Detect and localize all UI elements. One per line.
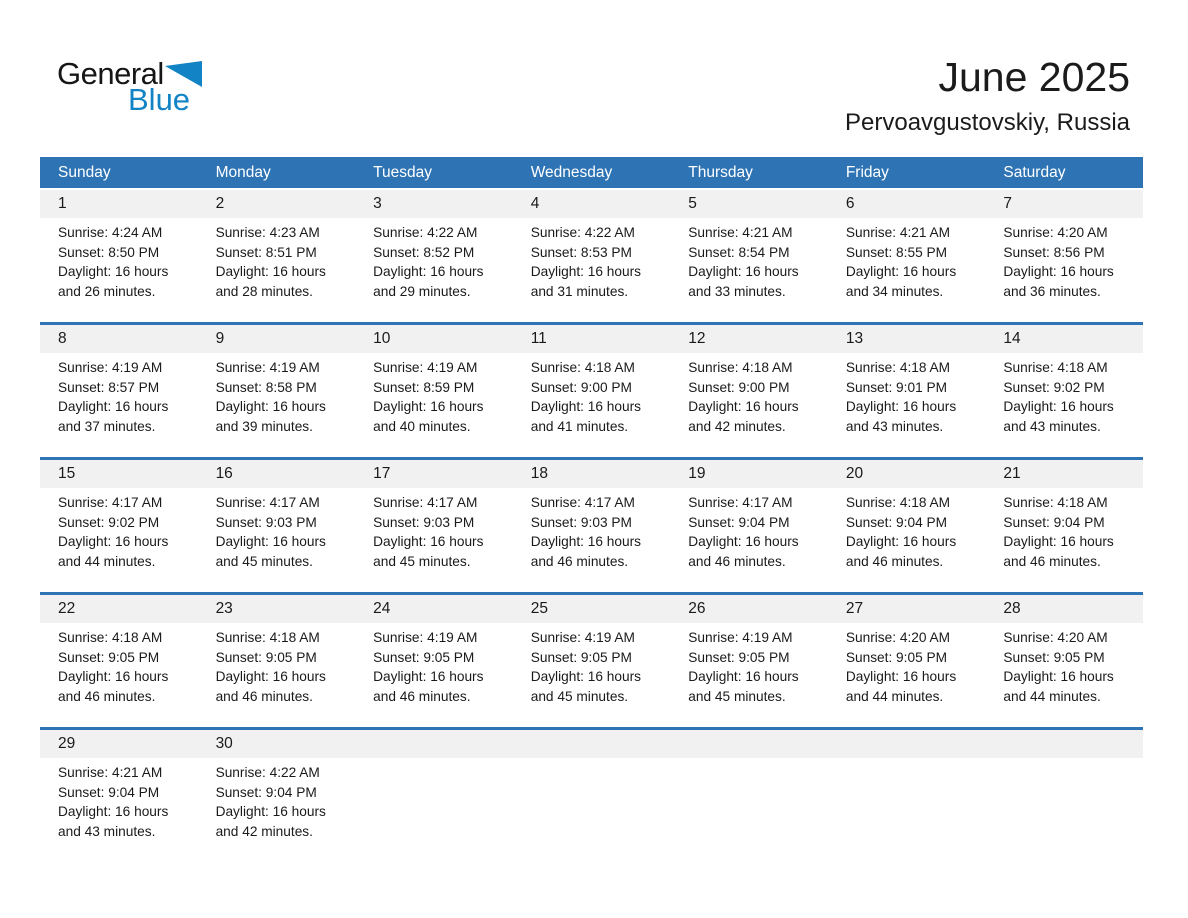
daylight-text-line2: and 44 minutes. bbox=[58, 553, 156, 569]
daylight-text-line1: Daylight: 16 hours bbox=[845, 399, 957, 415]
daylight-text-line2: and 34 minutes. bbox=[845, 283, 944, 299]
sunset-text: Sunset: 9:02 PM bbox=[1003, 379, 1105, 395]
day-number: 19 bbox=[670, 460, 828, 488]
day-details bbox=[355, 353, 513, 457]
sunset-text: Sunset: 9:02 PM bbox=[58, 514, 160, 530]
day-details bbox=[198, 353, 356, 457]
day-number bbox=[670, 730, 828, 758]
sunset-text: Sunset: 8:54 PM bbox=[688, 244, 790, 260]
day-details bbox=[670, 353, 828, 457]
daylight-text-line2: and 46 minutes. bbox=[1003, 553, 1101, 569]
sunrise-text: Sunrise: 4:18 AM bbox=[58, 630, 163, 645]
daylight-text-line1: Daylight: 16 hours bbox=[1003, 264, 1114, 280]
day-cell bbox=[40, 190, 198, 322]
day-cell bbox=[40, 730, 198, 862]
sunset-text: Sunset: 8:55 PM bbox=[845, 244, 948, 260]
daylight-text-line1: Daylight: 16 hours bbox=[373, 264, 484, 280]
day-details bbox=[513, 623, 671, 727]
daylight-text-line1: Daylight: 16 hours bbox=[688, 264, 799, 280]
sunset-text: Sunset: 9:01 PM bbox=[845, 379, 948, 395]
header-titles bbox=[845, 55, 1130, 137]
daylight-text-line1: Daylight: 16 hours bbox=[58, 264, 169, 280]
week-row bbox=[40, 592, 1143, 727]
day-cell bbox=[670, 325, 828, 457]
sunset-text: Sunset: 8:58 PM bbox=[215, 379, 317, 395]
day-cell bbox=[670, 460, 828, 592]
sunrise-text: Sunrise: 4:22 AM bbox=[215, 765, 320, 780]
day-details bbox=[198, 623, 356, 727]
day-cell bbox=[828, 595, 986, 727]
day-cell bbox=[198, 595, 356, 727]
daylight-text-line1: Daylight: 16 hours bbox=[58, 669, 169, 685]
day-details bbox=[355, 218, 513, 322]
daylight-text-line2: and 40 minutes. bbox=[373, 418, 471, 434]
daylight-text-line2: and 45 minutes. bbox=[688, 688, 786, 704]
daylight-text-line1: Daylight: 16 hours bbox=[845, 669, 957, 685]
sunset-text: Sunset: 9:05 PM bbox=[688, 649, 790, 665]
day-details bbox=[828, 758, 986, 862]
sunset-text: Sunset: 9:03 PM bbox=[530, 514, 632, 530]
day-details bbox=[198, 218, 356, 322]
daylight-text-line2: and 44 minutes. bbox=[1003, 688, 1101, 704]
day-cell bbox=[198, 325, 356, 457]
sunrise-text: Sunrise: 4:21 AM bbox=[845, 225, 951, 240]
daylight-text-line1: Daylight: 16 hours bbox=[215, 534, 326, 550]
day-details bbox=[828, 623, 986, 727]
day-number bbox=[513, 730, 671, 758]
daylight-text-line1: Daylight: 16 hours bbox=[373, 534, 484, 550]
daylight-text-line2: and 43 minutes. bbox=[58, 823, 156, 839]
daylight-text-line1: Daylight: 16 hours bbox=[215, 804, 326, 820]
sunset-text: Sunset: 9:00 PM bbox=[688, 379, 790, 395]
day-details bbox=[670, 758, 828, 862]
day-details bbox=[828, 218, 986, 322]
sunrise-text: Sunrise: 4:18 AM bbox=[1003, 360, 1108, 375]
day-cell bbox=[985, 190, 1143, 322]
day-number: 24 bbox=[355, 595, 513, 623]
daylight-text-line1: Daylight: 16 hours bbox=[215, 669, 326, 685]
sunrise-text: Sunrise: 4:18 AM bbox=[845, 495, 951, 510]
day-cell bbox=[355, 595, 513, 727]
day-number: 25 bbox=[513, 595, 671, 623]
day-cell bbox=[670, 595, 828, 727]
sunset-text: Sunset: 9:05 PM bbox=[1003, 649, 1105, 665]
day-number: 28 bbox=[985, 595, 1143, 623]
daylight-text-line1: Daylight: 16 hours bbox=[1003, 534, 1114, 550]
sunrise-text: Sunrise: 4:19 AM bbox=[373, 360, 478, 375]
daylight-text-line2: and 43 minutes. bbox=[845, 418, 944, 434]
sunrise-text: Sunrise: 4:18 AM bbox=[845, 360, 951, 375]
daylight-text-line1: Daylight: 16 hours bbox=[688, 534, 799, 550]
daylight-text-line2: and 44 minutes. bbox=[845, 688, 944, 704]
daylight-text-line2: and 41 minutes. bbox=[530, 418, 629, 434]
location-subtitle: Pervoavgustovskiy, Russia bbox=[845, 109, 1130, 137]
weekday-header-friday: Friday bbox=[845, 163, 889, 181]
day-cell bbox=[670, 190, 828, 322]
sunset-text: Sunset: 9:03 PM bbox=[373, 514, 475, 530]
daylight-text-line1: Daylight: 16 hours bbox=[215, 399, 326, 415]
daylight-text-line1: Daylight: 16 hours bbox=[530, 534, 642, 550]
daylight-text-line2: and 39 minutes. bbox=[215, 418, 313, 434]
sunset-text: Sunset: 8:52 PM bbox=[373, 244, 475, 260]
sunset-text: Sunset: 8:51 PM bbox=[215, 244, 317, 260]
empty-cell bbox=[828, 730, 986, 862]
day-cell bbox=[40, 460, 198, 592]
daylight-text-line1: Daylight: 16 hours bbox=[373, 399, 484, 415]
weekday-header-monday: Monday bbox=[215, 163, 271, 181]
daylight-text-line1: Daylight: 16 hours bbox=[845, 264, 957, 280]
sunrise-text: Sunrise: 4:17 AM bbox=[688, 495, 793, 510]
day-details bbox=[355, 758, 513, 862]
sunset-text: Sunset: 9:05 PM bbox=[58, 649, 160, 665]
daylight-text-line2: and 29 minutes. bbox=[373, 283, 471, 299]
empty-cell bbox=[513, 730, 671, 862]
day-details bbox=[198, 488, 356, 592]
day-details bbox=[513, 218, 671, 322]
sunrise-text: Sunrise: 4:24 AM bbox=[58, 225, 163, 240]
day-cell bbox=[828, 460, 986, 592]
sunrise-text: Sunrise: 4:22 AM bbox=[373, 225, 478, 240]
sunrise-text: Sunrise: 4:18 AM bbox=[530, 360, 635, 375]
daylight-text-line1: Daylight: 16 hours bbox=[530, 264, 642, 280]
day-number: 30 bbox=[198, 730, 356, 758]
daylight-text-line1: Daylight: 16 hours bbox=[58, 534, 169, 550]
sunrise-text: Sunrise: 4:19 AM bbox=[215, 360, 320, 375]
sunset-text: Sunset: 9:00 PM bbox=[530, 379, 632, 395]
logo-text-general: General bbox=[57, 56, 164, 91]
sunset-text: Sunset: 9:04 PM bbox=[1003, 514, 1105, 530]
day-details bbox=[355, 488, 513, 592]
day-details bbox=[40, 488, 198, 592]
daylight-text-line2: and 46 minutes. bbox=[845, 553, 944, 569]
day-cell bbox=[513, 325, 671, 457]
day-details bbox=[513, 488, 671, 592]
day-cell bbox=[355, 325, 513, 457]
daylight-text-line1: Daylight: 16 hours bbox=[58, 399, 169, 415]
day-cell bbox=[513, 190, 671, 322]
day-number: 9 bbox=[198, 325, 356, 353]
day-number: 15 bbox=[40, 460, 198, 488]
daylight-text-line2: and 42 minutes. bbox=[215, 823, 313, 839]
sunset-text: Sunset: 9:03 PM bbox=[215, 514, 317, 530]
day-number bbox=[985, 730, 1143, 758]
day-details bbox=[355, 623, 513, 727]
sunrise-text: Sunrise: 4:19 AM bbox=[688, 630, 793, 645]
day-number: 5 bbox=[670, 190, 828, 218]
sunrise-text: Sunrise: 4:20 AM bbox=[1003, 225, 1108, 240]
weekday-header-wednesday: Wednesday bbox=[530, 163, 613, 181]
day-number: 21 bbox=[985, 460, 1143, 488]
day-cell bbox=[513, 595, 671, 727]
day-number: 27 bbox=[828, 595, 986, 623]
calendar-table bbox=[40, 157, 1143, 862]
daylight-text-line1: Daylight: 16 hours bbox=[215, 264, 326, 280]
day-details bbox=[198, 758, 356, 862]
day-details bbox=[828, 488, 986, 592]
day-cell bbox=[828, 325, 986, 457]
daylight-text-line1: Daylight: 16 hours bbox=[530, 399, 642, 415]
sunrise-text: Sunrise: 4:17 AM bbox=[215, 495, 320, 510]
day-cell bbox=[198, 730, 356, 862]
day-number: 7 bbox=[985, 190, 1143, 218]
day-number: 14 bbox=[985, 325, 1143, 353]
day-cell bbox=[355, 190, 513, 322]
sunset-text: Sunset: 9:05 PM bbox=[373, 649, 475, 665]
daylight-text-line1: Daylight: 16 hours bbox=[1003, 669, 1114, 685]
day-details bbox=[670, 488, 828, 592]
day-details bbox=[828, 353, 986, 457]
daylight-text-line2: and 43 minutes. bbox=[1003, 418, 1101, 434]
weekday-row bbox=[40, 157, 1143, 188]
day-details bbox=[40, 623, 198, 727]
daylight-text-line1: Daylight: 16 hours bbox=[530, 669, 642, 685]
day-details bbox=[40, 353, 198, 457]
empty-cell bbox=[355, 730, 513, 862]
day-number: 13 bbox=[828, 325, 986, 353]
daylight-text-line2: and 46 minutes. bbox=[530, 553, 629, 569]
sunrise-text: Sunrise: 4:17 AM bbox=[530, 495, 635, 510]
calendar-body bbox=[40, 190, 1143, 862]
day-details bbox=[513, 353, 671, 457]
day-number: 3 bbox=[355, 190, 513, 218]
weekday-header-sunday: Sunday bbox=[58, 163, 111, 181]
day-number bbox=[828, 730, 986, 758]
day-details bbox=[670, 623, 828, 727]
daylight-text-line2: and 37 minutes. bbox=[58, 418, 156, 434]
day-details bbox=[985, 623, 1143, 727]
general-blue-logo bbox=[57, 58, 202, 115]
day-number: 4 bbox=[513, 190, 671, 218]
sunset-text: Sunset: 9:04 PM bbox=[215, 784, 317, 800]
day-details bbox=[985, 218, 1143, 322]
daylight-text-line2: and 46 minutes. bbox=[215, 688, 313, 704]
day-number: 18 bbox=[513, 460, 671, 488]
day-number: 20 bbox=[828, 460, 986, 488]
sunset-text: Sunset: 8:50 PM bbox=[58, 244, 160, 260]
day-number: 1 bbox=[40, 190, 198, 218]
day-cell bbox=[355, 460, 513, 592]
day-details bbox=[513, 758, 671, 862]
sunrise-text: Sunrise: 4:18 AM bbox=[688, 360, 793, 375]
day-number: 12 bbox=[670, 325, 828, 353]
sunset-text: Sunset: 9:04 PM bbox=[688, 514, 790, 530]
daylight-text-line1: Daylight: 16 hours bbox=[688, 669, 799, 685]
day-cell bbox=[985, 460, 1143, 592]
day-number: 22 bbox=[40, 595, 198, 623]
daylight-text-line2: and 46 minutes. bbox=[373, 688, 471, 704]
sunrise-text: Sunrise: 4:17 AM bbox=[373, 495, 478, 510]
sunrise-text: Sunrise: 4:18 AM bbox=[1003, 495, 1108, 510]
day-details bbox=[670, 218, 828, 322]
daylight-text-line1: Daylight: 16 hours bbox=[845, 534, 957, 550]
weekday-header-tuesday: Tuesday bbox=[373, 163, 433, 181]
daylight-text-line2: and 36 minutes. bbox=[1003, 283, 1101, 299]
sunrise-text: Sunrise: 4:21 AM bbox=[58, 765, 163, 780]
day-number: 29 bbox=[40, 730, 198, 758]
day-cell bbox=[828, 190, 986, 322]
week-row bbox=[40, 322, 1143, 457]
day-details bbox=[985, 353, 1143, 457]
daylight-text-line2: and 46 minutes. bbox=[58, 688, 156, 704]
daylight-text-line1: Daylight: 16 hours bbox=[688, 399, 799, 415]
day-number: 23 bbox=[198, 595, 356, 623]
daylight-text-line2: and 33 minutes. bbox=[688, 283, 786, 299]
day-cell bbox=[985, 325, 1143, 457]
sunrise-text: Sunrise: 4:23 AM bbox=[215, 225, 320, 240]
sunrise-text: Sunrise: 4:20 AM bbox=[1003, 630, 1108, 645]
day-number: 17 bbox=[355, 460, 513, 488]
day-details bbox=[985, 758, 1143, 862]
day-details bbox=[40, 218, 198, 322]
daylight-text-line2: and 31 minutes. bbox=[530, 283, 629, 299]
week-row bbox=[40, 457, 1143, 592]
empty-cell bbox=[985, 730, 1143, 862]
week-row bbox=[40, 190, 1143, 322]
daylight-text-line2: and 45 minutes. bbox=[215, 553, 313, 569]
sunrise-text: Sunrise: 4:21 AM bbox=[688, 225, 793, 240]
daylight-text-line2: and 42 minutes. bbox=[688, 418, 786, 434]
sunset-text: Sunset: 8:57 PM bbox=[58, 379, 160, 395]
page-title: June 2025 bbox=[938, 54, 1130, 100]
sunset-text: Sunset: 8:53 PM bbox=[530, 244, 632, 260]
daylight-text-line2: and 28 minutes. bbox=[215, 283, 313, 299]
day-number: 6 bbox=[828, 190, 986, 218]
sunset-text: Sunset: 8:56 PM bbox=[1003, 244, 1105, 260]
sunrise-text: Sunrise: 4:20 AM bbox=[845, 630, 951, 645]
sunrise-text: Sunrise: 4:19 AM bbox=[530, 630, 635, 645]
weekday-header-thursday: Thursday bbox=[688, 163, 753, 181]
day-details bbox=[40, 758, 198, 862]
daylight-text-line2: and 45 minutes. bbox=[530, 688, 629, 704]
daylight-text-line2: and 46 minutes. bbox=[688, 553, 786, 569]
day-number: 10 bbox=[355, 325, 513, 353]
daylight-text-line2: and 26 minutes. bbox=[58, 283, 156, 299]
sunset-text: Sunset: 9:05 PM bbox=[845, 649, 948, 665]
sunrise-text: Sunrise: 4:19 AM bbox=[373, 630, 478, 645]
daylight-text-line2: and 45 minutes. bbox=[373, 553, 471, 569]
sunrise-text: Sunrise: 4:19 AM bbox=[58, 360, 163, 375]
day-cell bbox=[40, 595, 198, 727]
day-cell bbox=[513, 460, 671, 592]
day-number: 26 bbox=[670, 595, 828, 623]
day-number bbox=[355, 730, 513, 758]
day-cell bbox=[985, 595, 1143, 727]
day-number: 2 bbox=[198, 190, 356, 218]
sunset-text: Sunset: 9:04 PM bbox=[58, 784, 160, 800]
day-number: 8 bbox=[40, 325, 198, 353]
logo-text-blue: Blue bbox=[128, 82, 191, 117]
sunset-text: Sunset: 9:04 PM bbox=[845, 514, 948, 530]
sunset-text: Sunset: 8:59 PM bbox=[373, 379, 475, 395]
sunrise-text: Sunrise: 4:22 AM bbox=[530, 225, 635, 240]
day-details bbox=[985, 488, 1143, 592]
sunrise-text: Sunrise: 4:17 AM bbox=[58, 495, 163, 510]
day-number: 11 bbox=[513, 325, 671, 353]
daylight-text-line1: Daylight: 16 hours bbox=[58, 804, 169, 820]
week-row bbox=[40, 727, 1143, 862]
day-cell bbox=[198, 460, 356, 592]
day-cell bbox=[198, 190, 356, 322]
daylight-text-line1: Daylight: 16 hours bbox=[1003, 399, 1114, 415]
sunrise-text: Sunrise: 4:18 AM bbox=[215, 630, 320, 645]
weekday-header-saturday: Saturday bbox=[1003, 163, 1066, 181]
sunset-text: Sunset: 9:05 PM bbox=[530, 649, 632, 665]
empty-cell bbox=[670, 730, 828, 862]
day-cell bbox=[40, 325, 198, 457]
day-number: 16 bbox=[198, 460, 356, 488]
daylight-text-line1: Daylight: 16 hours bbox=[373, 669, 484, 685]
sunset-text: Sunset: 9:05 PM bbox=[215, 649, 317, 665]
